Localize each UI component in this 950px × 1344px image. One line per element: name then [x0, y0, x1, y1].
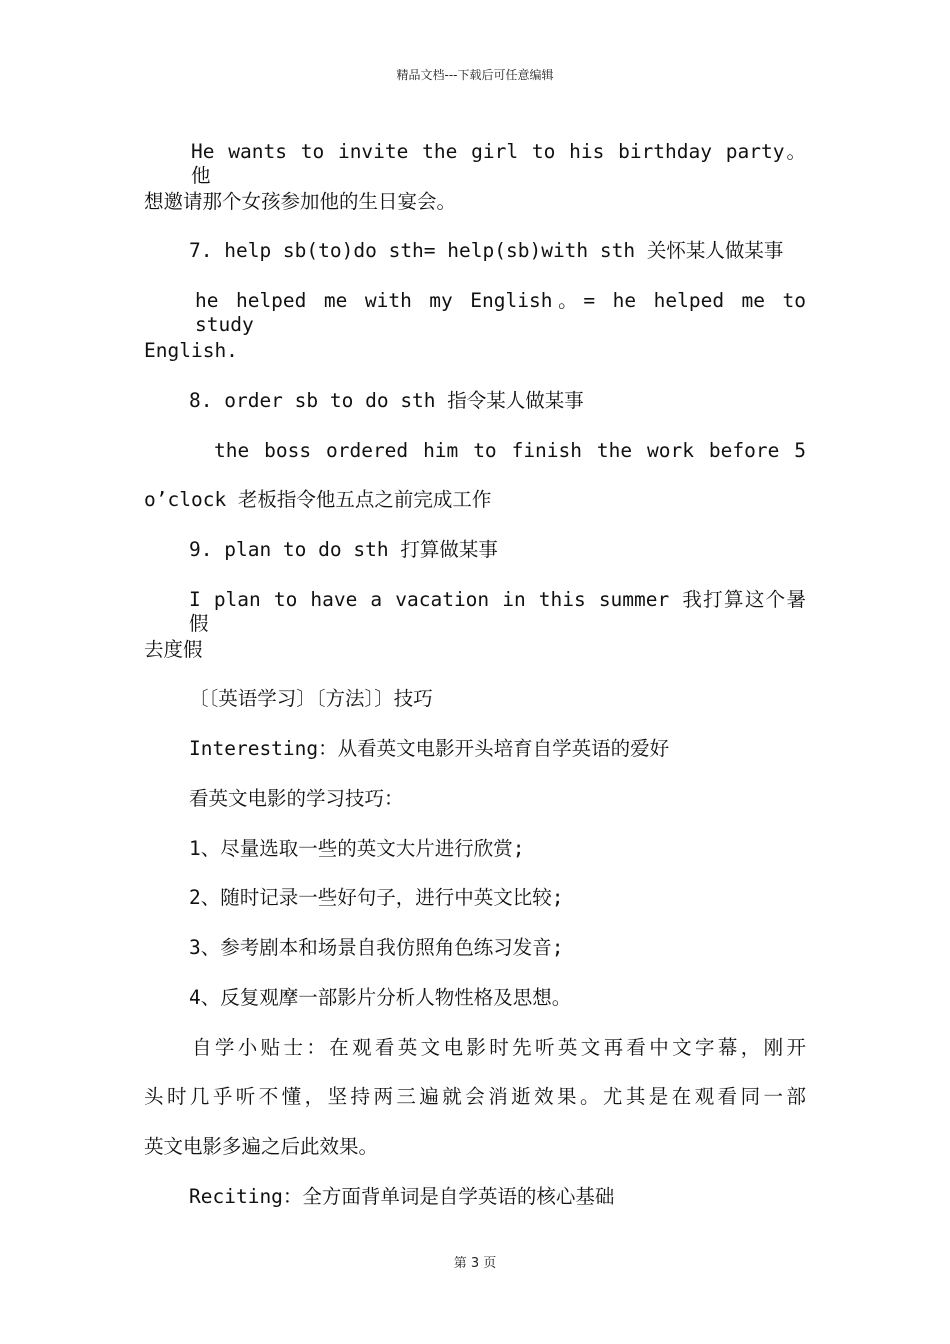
text-line: 3、参考剧本和场景自我仿照角色练习发音; — [189, 936, 564, 959]
text-line: 英文电影多遍之后此效果。 — [144, 1135, 379, 1158]
text-line: Reciting：全方面背单词是自学英语的核心基础 — [189, 1185, 615, 1208]
text-line: o’clock 老板指令他五点之前完成工作 — [144, 488, 492, 511]
text-line: 去度假 — [144, 638, 203, 661]
text-line: the boss ordered him to finish the work before 5 — [214, 439, 806, 462]
text-line: 〔〔英语学习〕〔方法〕〕技巧 — [189, 687, 433, 710]
text-line: 自学小贴士：在观看英文电影时先听英文再看中文字幕，刚开 — [192, 1036, 806, 1059]
text-line: English. — [144, 339, 238, 362]
text-line: He wants to invite the girl to his birthday party。 他 — [191, 140, 806, 187]
text-line: Interesting：从看英文电影开头培育自学英语的爱好 — [189, 737, 670, 760]
text-line: 1、尽量选取一些的英文大片进行欣赏; — [189, 837, 525, 860]
text-line: 2、随时记录一些好句子，进行中英文比较; — [189, 886, 564, 909]
text-line: I plan to have a vacation in this summer 我打算这个暑假 — [189, 588, 806, 635]
text-line: 头时几乎听不懂，坚持两三遍就会消逝效果。尤其是在观看同一部 — [144, 1085, 806, 1108]
text-line: 4、反复观摩一部影片分析人物性格及思想。 — [189, 986, 572, 1009]
text-line: 8. order sb to do sth 指令某人做某事 — [189, 389, 584, 412]
text-line: 看英文电影的学习技巧： — [189, 787, 404, 810]
page-number: 第 3 页 — [453, 1256, 497, 1271]
page-header: 精品文档---下载后可任意编辑 — [396, 68, 554, 82]
text-line: he helped me with my English。= he helped me to study — [195, 289, 806, 336]
text-line: 想邀请那个女孩参加他的生日宴会。 — [144, 190, 457, 213]
text-line: 9. plan to do sth 打算做某事 — [189, 538, 498, 561]
text-line: 7. help sb(to)do sth= help(sb)with sth 关怀某人做某事 — [189, 239, 784, 262]
